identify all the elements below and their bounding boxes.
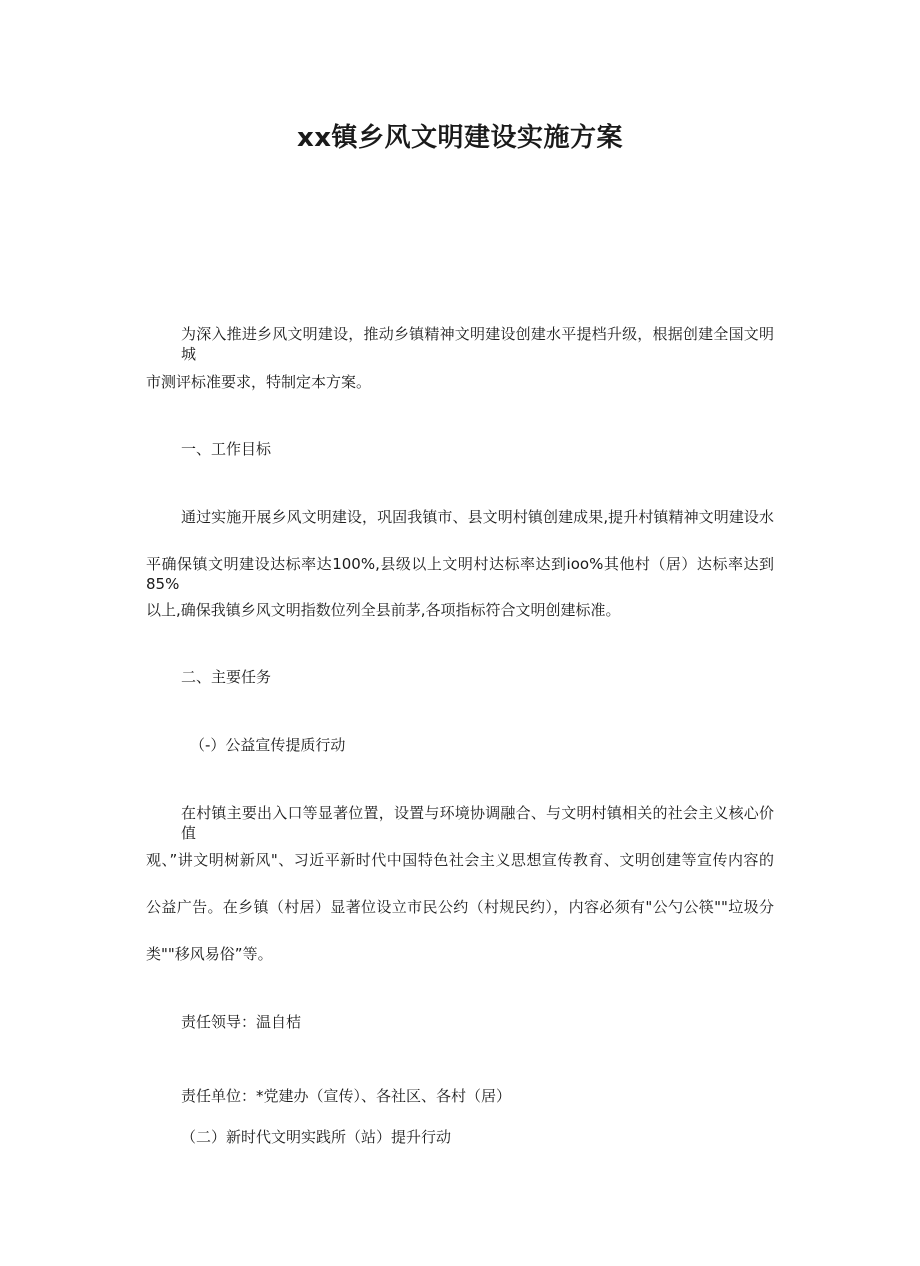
goals-paragraph-line: 以上,确保我镇乡风文明指数位列全县前茅,各项指标符合文明创建标准。 [146,601,621,619]
section-heading-tasks: 二、主要任务 [181,668,272,686]
publicity-paragraph-line: 在村镇主要出入口等显著位置，设置与环境协调融合、与文明村镇相关的社会主义核心价值 [181,804,774,842]
responsible-leader: 责任领导：温自桔 [181,1013,302,1031]
goals-paragraph-line: 平确保镇文明建设达标率达100%,县级以上文明村达标率达到ioo%其他村（居）达标率达到85% [146,555,774,593]
publicity-paragraph-line: 观、”讲文明树新风"、习近平新时代中国特色社会主义思想宣传教育、文明创建等宣传内容的 [146,851,774,869]
publicity-paragraph-line: 类""移风易俗”等。 [146,945,273,963]
intro-line: 为深入推进乡风文明建设，推动乡镇精神文明建设创建水平提档升级，根据创建全国文明城 [181,325,774,363]
subsection-heading-publicity: （-）公益宣传提质行动 [190,736,346,754]
subsection-heading-practice-station: （二）新时代文明实践所（站）提升行动 [181,1128,452,1146]
section-heading-goals: 一、工作目标 [181,440,272,458]
responsible-unit: 责任单位：*党建办（宣传）、各社区、各村（居） [181,1087,512,1105]
publicity-paragraph-line: 公益广告。在乡镇（村居）显著位设立市民公约（村规民约），内容必须有"公勺公筷""垃圾分 [146,898,774,916]
document-title: xx镇乡风文明建设实施方案 [296,123,624,153]
intro-line: 市测评标准要求，特制定本方案。 [146,373,372,391]
goals-paragraph-line: 通过实施开展乡风文明建设，巩固我镇市、县文明村镇创建成果,提升村镇精神文明建设水 [181,508,774,526]
